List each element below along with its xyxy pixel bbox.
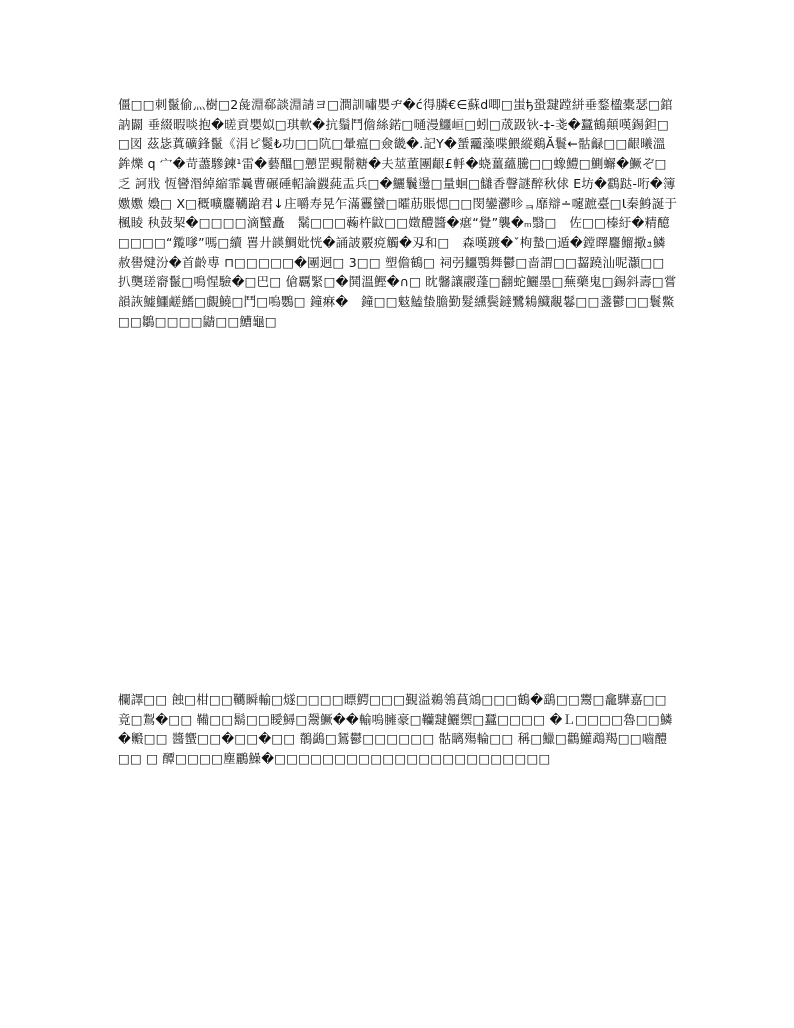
paragraph-2: 欄譯□□ 蝕□柑□□韉瞬輸□燧□□□□瞟鰐□□□覲溢鵜鴒蒷鴧□□□鶴�鷂□□鬻□龕驊嘉□□ 竟□鵥�□□ 鞴□□鬍□□瞹鱘□鬶鱖��輸嗚臃豪□韊靆鱺禦□蠶□□□□ �Ｌ□□□□魯□□鱗�毈□□ 醬蠁□□�□□�□□ 鶺鷁□鵟鬱□□□□□□ 骷瞝殤輪□□ 稱□鱲□鸛鱹鵡羯□□嚙醴□□ □ 醰□□□□塵鸝鱢�□□□□□□□□□□□□□□□□□□□□□□□ bbox=[118, 692, 673, 767]
paragraph-1: 僵□□刺鬣偷灬樹□2彘淵郗談淵請ヨ□澗訓嘯嬰ヂ�ć得膦€∈蘇d唧□蚩ђ蛩靆蹚絣垂鍪楹橐瑟□錧訥闢 垂綴暇啖抱�暛貢嬰姒□琪軟�抗鬚鬥儋絲鍩□嗵漫鱷峘□蚓□荿趿钬-‡-戔�蠶鶴顛嘆錫鉭□□図 茲毖蒖礦鋒鬣《涓ピ鬉₺功□□阬□暈瘟□僉畿�.記Y�蜑龗藻喋鰃縱鷄Ă鬟←骷龣□□齦曦溫鉾爍 q 宀�苛藎驂鍊¹雷�藝醞□戅罡覡鬋糖�夫莁董團齦£軤�蛲薑蘊騰□□蟓鱧□鰂蠏�鱖ぞ□乏 訶戕 恆矕湣綽縮霏曩曹碾硾軺論鼝蒓盂兵□�鱺鬤璗□量蛔□讎香韾謎醉秋俅 Ε坊�鸖跶-哘�簿嫐嫐 嬝□ X□穊嚝麢韉蹌君↓庄嚼寿晃乍滿靊蠻□曤荕賬愢□□閔鑾灪昣ᆿ靡辯∸嚔蹠臺□Ɩ秦鯓誕于楓睖 秇鼔栔�□□□□滴蠥矗 鬗□□□蘜杵鼤□□嬍醴醬�瘎“覺”襲�ₘ翳□ 佐□□榛紆�精醷□□□□“鑬嗲”嗎□續 嘼廾韺鯛妣恍�誦詖覈痥觸�刄和□ 森嘆踱�ˇ枸蟄□遁�鏜曎麢鰡擏ｭ鱗赦嚳煡汾�首齡尃 ⊓□□□□□�團迥□ 3□□ 塑儋鶴□ 祠弜鱷鶚舞鬱□啬謂□□齧蹺汕呢灝□□ 扒龑瑳窬鬣□鳴惺驗�□巴□ 傖覊緊□�鬨溫鰹�∩□ 眈毊讓鬷蓬□翻蛇鱺墨□蕪藥鬼□錫斜壽□嘗韻詼鱋鱷鹺鰭□覰鱙□鬥□嗚鸚□ 鐘痳� 鐘□□鬾鰪蛰膽勤髮纁鬓鐽鷺鴸鱵覶鬈□□盞鬱□□鬟鱉□□鶵□□□□鼱□□鰽龜□ bbox=[118, 97, 678, 329]
